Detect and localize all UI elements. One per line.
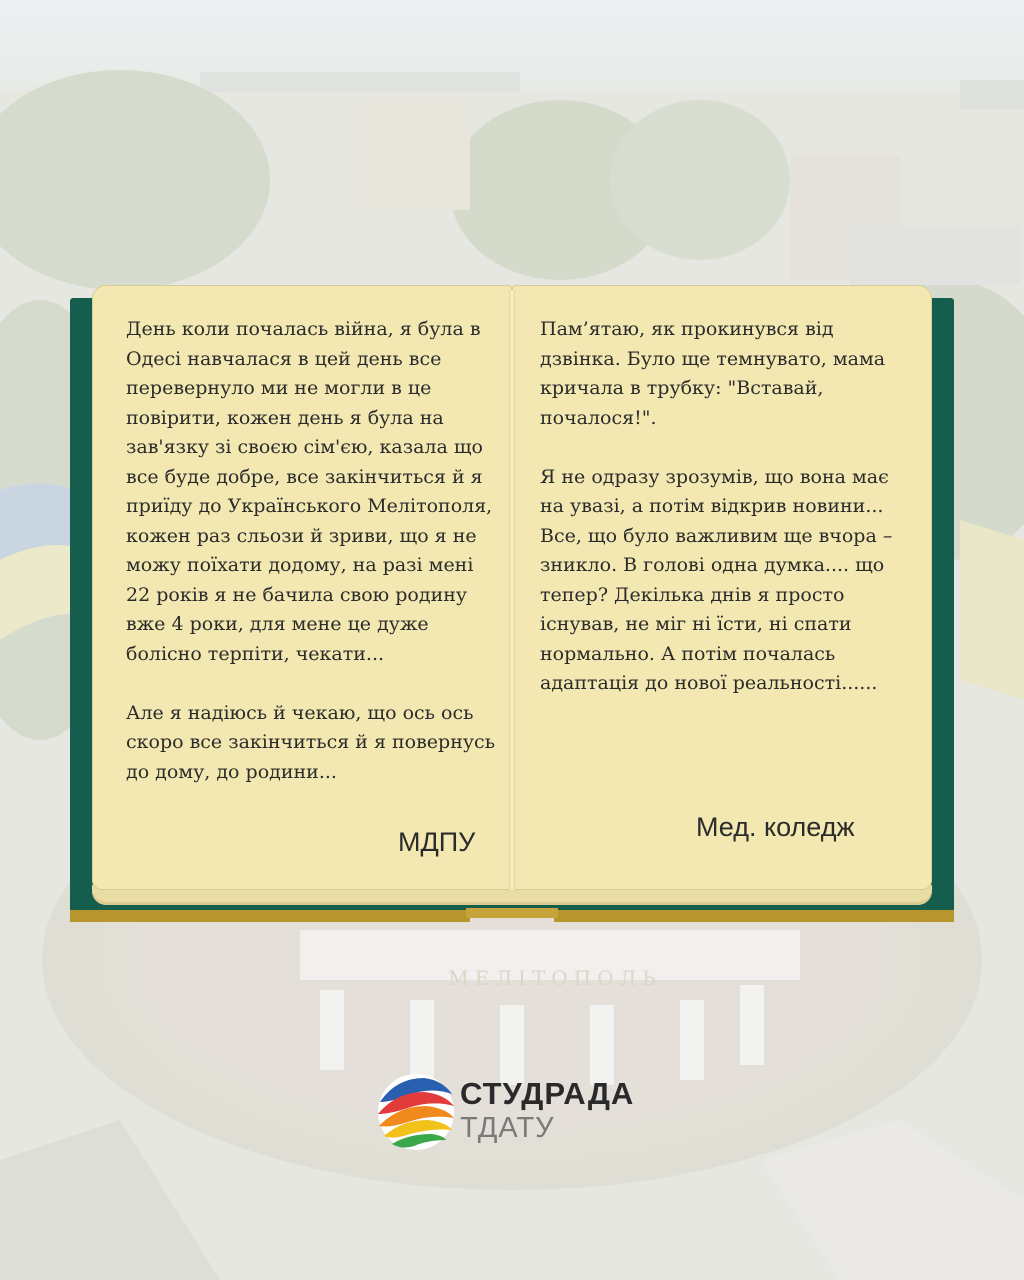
story-text-left: День коли почалась війна, я була в Одесі навчалася в цей день все перевернуло ми не могли в це повірити, кожен день я була на зав'язку зі своєю сім'єю, казала що все буде добре, все закінчиться й я приїду до Українського Мелітополя, кожен раз сльози й зриви, що я не можу поїхати додому, на разі мені 22 років я не бачила свою родину вже 4 роки, для мене це дуже болісно терпіти, чекати... Але я надіюсь й чекаю, що ось ось скоро все закінчиться й я повернусь до дому, до родини...: [126, 318, 496, 783]
studrada-logo-icon: [376, 1072, 456, 1152]
logo-subtitle: ТДАТУ: [460, 1112, 555, 1144]
book-gold-trim: [70, 908, 954, 926]
arch-inscription: МЕЛІТОПОЛЬ: [448, 966, 662, 990]
signature-right: Мед. коледж: [696, 812, 855, 842]
story-text-right: Пам’ятаю, як прокинувся від дзвінка. Було ще темнувато, мама кричала в трубку: "Вставай, почалося!". Я не одразу зрозумів, що вона має на увазі, а потім відкрив новини... Все, що було важливим ще вчора – зникло. В голові одна думка.... що тепер? Декілька днів я просто існував, не міг ні їсти, ні спати нормально. А потім почалась адаптація до нової реальності......: [540, 318, 893, 694]
logo-title: СТУДРАДА: [460, 1076, 635, 1111]
book-spine: [509, 290, 515, 890]
signature-left: МДПУ: [398, 827, 476, 857]
